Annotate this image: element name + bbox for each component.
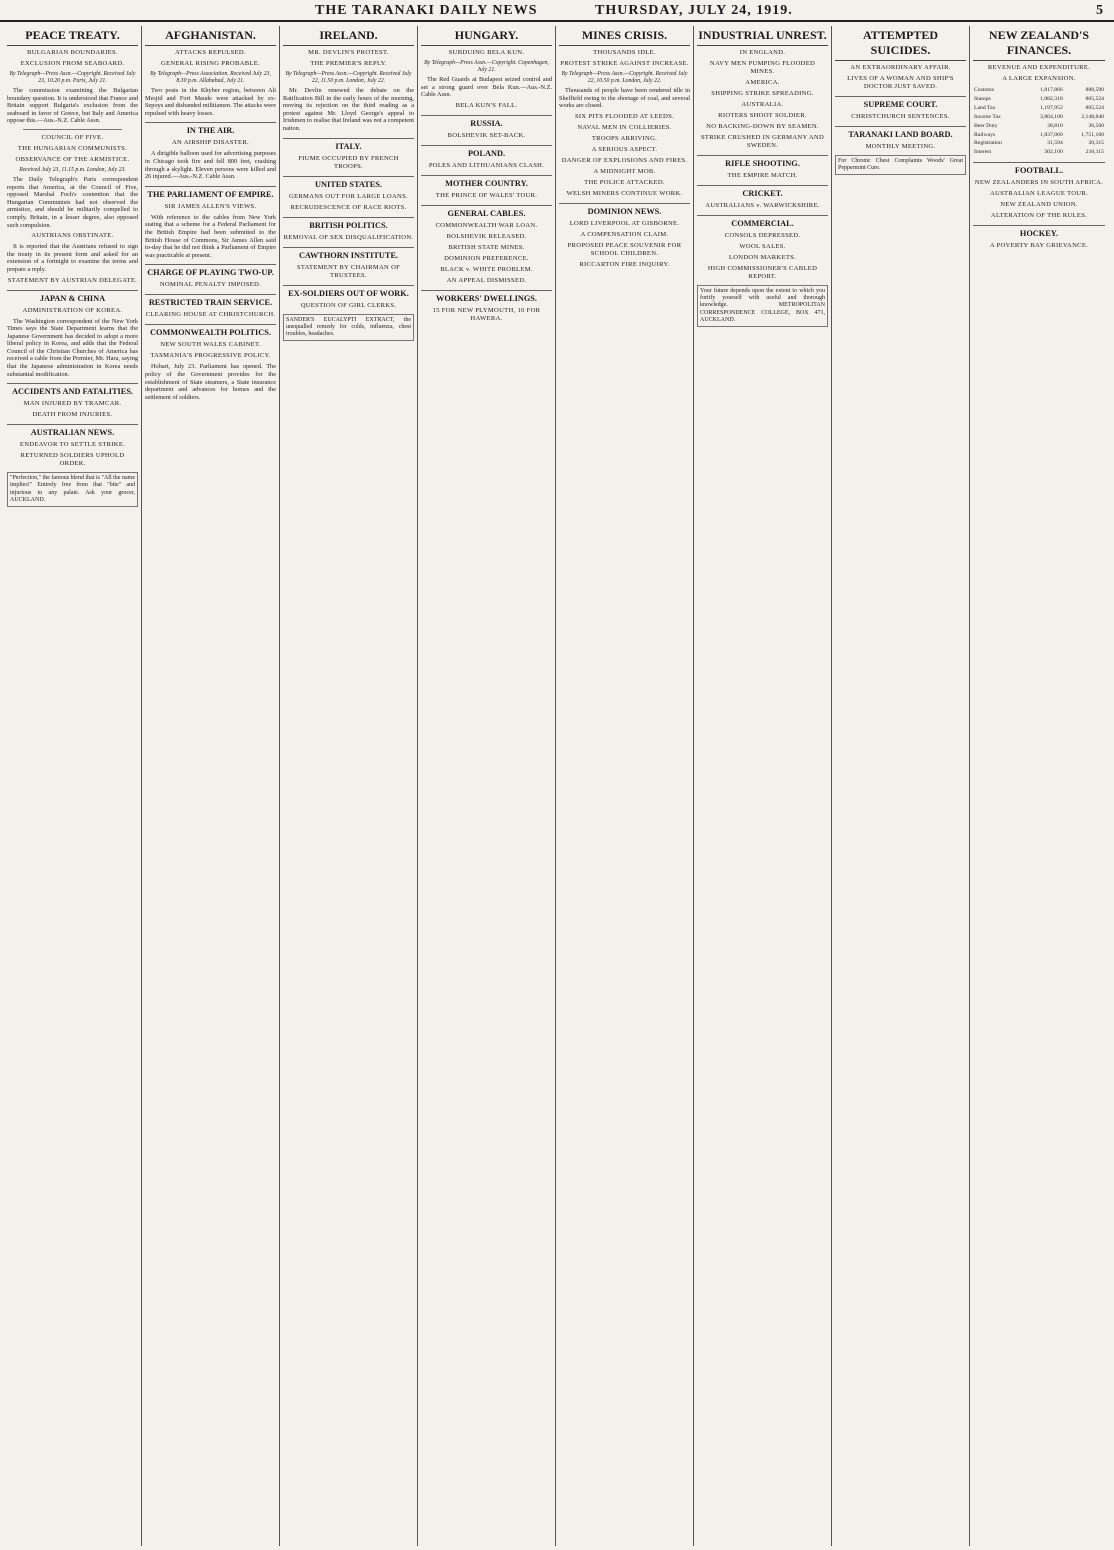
subhead: THE HUNGARIAN COMMUNISTS.	[17, 144, 128, 152]
subhead: SIX PITS FLOODED AT LEEDS.	[574, 112, 675, 120]
advertisement: SANDER'S EUCALYPTI EXTRACT, the unequalled remedy for colds, influenza, chest troubles, headaches.	[283, 314, 414, 342]
subhead: BOLSHEVIK SET-BACK.	[447, 131, 526, 139]
subhead: NAVY MEN PUMPING FLOODED MINES.	[709, 60, 816, 75]
headline-rifle-shooting: RIFLE SHOOTING.	[697, 155, 828, 169]
subhead: OBSERVANCE OF THE ARMISTICE.	[15, 155, 130, 163]
article-text: The Red Guards at Budapest seized control and set a strong guard over Bela Kun.—Aus.-N.Z. Cable Assn.	[421, 76, 552, 99]
subhead: A LARGE EXPANSION.	[1002, 75, 1076, 82]
subhead: NEW ZEALAND UNION.	[1000, 201, 1078, 209]
subhead: ATTACKS REPULSED.	[175, 49, 246, 56]
dateline: By Telegraph—Press Assn.—Copyright. Received July 22, 10.50 p.m. London, July 22.	[561, 71, 688, 84]
headline-italy: ITALY.	[283, 138, 414, 152]
subhead: A MIDNIGHT MOB.	[593, 167, 656, 175]
subhead: AMERICA.	[745, 79, 780, 86]
advertisement: Your future depends upon the extent to which you fortify yourself with useful and thorough knowledge. METROPOLITAN CORRESPONDENCE COLLEGE, BOX 471, AUCKLAND.	[697, 285, 828, 327]
subhead: MR. DEVLIN'S PROTEST.	[308, 49, 389, 56]
divider	[23, 129, 122, 130]
table-value-cell: 38,810	[1047, 122, 1063, 129]
subhead: NAVAL MEN IN COLLIERIES.	[577, 123, 672, 131]
subhead: REMOVAL OF SEX DISQUALIFICATION.	[283, 233, 414, 241]
subhead: BOLSHEVIK RELEASED.	[446, 232, 527, 240]
advertisement: For Chronic Chest Complaints Woods' Great Peppermint Cure.	[835, 155, 966, 175]
headline-general-cables: GENERAL CABLES.	[421, 205, 552, 219]
dateline: By Telegraph—Press Assn.—Copyright. Copenhagen, July 21.	[424, 60, 549, 73]
subhead: AUSTRALIA.	[741, 101, 784, 108]
subhead: LONDON MARKETS.	[728, 254, 797, 261]
masthead	[0, 0, 1114, 22]
subhead: STRIKE CRUSHED IN GERMANY AND SWEDEN.	[700, 134, 825, 149]
subhead: LIVES OF A WOMAN AND SHIP'S DOCTOR JUST SAVED.	[847, 75, 954, 90]
subhead: DOMINION PREFERENCE.	[444, 254, 529, 262]
headline-australian-news: AUSTRALIAN NEWS.	[7, 424, 138, 438]
headline-ex-soldiers: EX-SOLDIERS OUT OF WORK.	[283, 285, 414, 299]
table-value-cell: 302,100	[1044, 149, 1063, 156]
subhead: RECRUDESCENCE OF RACE RIOTS.	[290, 203, 407, 211]
subhead: DEATH FROM INJURIES.	[32, 411, 113, 419]
headline-industrial-unrest: INDUSTRIAL UNREST.	[697, 28, 828, 46]
headline-accidents: ACCIDENTS AND FATALITIES.	[7, 383, 138, 397]
subhead: LORD LIVERPOOL AT GISBORNE.	[569, 219, 680, 227]
article-text: With reference to the cables from New York stating that a scheme for a Federal Parliament for the British Empire had been submitted to the British House of Commons, Sir James Allen said to-day that he did not think a Parliament of Empire was practicable at present.	[145, 213, 276, 259]
headline-japan-china: JAPAN & CHINA	[7, 290, 138, 304]
table-row	[973, 95, 1105, 104]
subhead: THOUSANDS IDLE.	[593, 49, 656, 56]
table-value-cell: 1,751,100	[1081, 131, 1104, 138]
headline-british-politics: BRITISH POLITICS.	[283, 217, 414, 231]
dateline: By Telegraph—Press Assn.—Copyright. Received July 22, 11.50 p.m. London, July 22.	[285, 71, 412, 84]
table-value-cell: 210,115	[1085, 149, 1104, 156]
article-text: It is reported that the Austrians refused to sign the treaty in its present form and asked for an extension of a fortnight to examine the terms and prepare a reply.	[7, 243, 138, 273]
subhead: GERMANS OUT FOR LARGE LOANS.	[288, 192, 409, 200]
subhead: IN ENGLAND.	[739, 49, 786, 56]
dateline: By Telegraph—Press Assn.—Copyright. Received July 23, 10.20 p.m. Paris, July 21.	[9, 71, 136, 84]
subhead: GENERAL RISING PROBABLE.	[160, 60, 261, 67]
headline-dominion-news: DOMINION NEWS.	[559, 203, 690, 217]
table-row	[973, 122, 1105, 131]
table-value-cell: 3,864,100	[1040, 113, 1063, 120]
table-row	[973, 104, 1105, 113]
subhead: COMMONWEALTH WAR LOAN.	[435, 221, 538, 229]
headline-cawthorn-institute: CAWTHORN INSTITUTE.	[283, 247, 414, 261]
table-row	[973, 139, 1105, 148]
headline-supreme-court: SUPREME COURT.	[835, 96, 966, 110]
subhead: AUSTRALIANS v. WARWICKSHIRE.	[705, 202, 820, 209]
column-7	[832, 26, 970, 1546]
table-label-cell: Beer Duty	[974, 122, 998, 129]
subhead: THE PREMIER'S REPLY.	[310, 60, 387, 67]
subhead: BELA KUN'S FALL.	[455, 101, 518, 109]
subhead: MONTHLY MEETING.	[865, 143, 936, 150]
subhead: ADMINISTRATION OF KOREA.	[22, 306, 123, 314]
column-5	[556, 26, 694, 1546]
subhead: CONSOLS DEPRESSED.	[724, 232, 801, 239]
subhead: STATEMENT BY AUSTRIAN DELEGATE.	[7, 276, 138, 284]
headline-attempted-suicides: ATTEMPTED SUICIDES.	[835, 28, 966, 61]
article-text: Hobart, July 23. Parliament has opened. The policy of the Government provides for the establishment of State steamers, a State insurance department and advances for homes and the settlement of soldiers.	[145, 363, 276, 401]
subhead: AN AIRSHIP DISASTER.	[171, 139, 249, 147]
article-text: The Washington correspondent of the New York Times says the State Department learns that the Japanese Government has decided to adopt a more liberal policy in Korea, and adds that the Federal Council of the Christian Churches of America has received a cable from the Premier, Mr. Hara, saying that the Japanese administration in Korea needs substantial modification.	[7, 317, 138, 378]
subhead: TASMANIA'S PROGRESSIVE POLICY.	[150, 352, 271, 360]
subhead: 15 FOR NEW PLYMOUTH, 10 FOR HAWERA.	[432, 306, 541, 322]
headline-in-the-air: IN THE AIR.	[145, 122, 276, 136]
headline-afghanistan: AFGHANISTAN.	[145, 28, 276, 46]
table-label-cell: Stamps	[974, 95, 991, 102]
headline-mines-crisis: MINES CRISIS.	[559, 28, 690, 46]
subhead: FIUME OCCUPIED BY FRENCH TROOPS.	[298, 154, 399, 170]
subhead: A SERIOUS ASPECT.	[591, 145, 658, 153]
dateline: By Telegraph—Press Association. Received July 23, 8.30 p.m. Allahabad, July 21.	[150, 71, 271, 84]
subhead: CHRISTCHURCH SENTENCES.	[851, 113, 950, 120]
subhead: POLES AND LITHUANIANS CLASH.	[428, 161, 545, 169]
table-row	[973, 148, 1105, 157]
table-value-cell: 1,082,318	[1040, 95, 1063, 102]
subhead: QUESTION OF GIRL CLERKS.	[300, 301, 397, 309]
table-label-cell: Income Tax	[974, 113, 1001, 120]
subhead: A POVERTY BAY GRIEVANCE.	[989, 242, 1089, 250]
headline-nz-finances: NEW ZEALAND'S FINANCES.	[973, 28, 1105, 61]
subhead: NEW ZEALANDERS IN SOUTH AFRICA.	[974, 179, 1104, 187]
subhead: REVENUE AND EXPENDITURE.	[987, 64, 1091, 71]
headline-commercial: COMMERCIAL.	[697, 215, 828, 229]
headline-football: FOOTBALL.	[973, 162, 1105, 176]
subhead: NO BACKING-DOWN BY SEAMEN.	[706, 123, 819, 130]
headline-land-board: TARANAKI LAND BOARD.	[835, 126, 966, 140]
headline-train-service: RESTRICTED TRAIN SERVICE.	[145, 294, 276, 308]
news-columns	[4, 26, 1110, 1546]
subhead: AUSTRIANS OBSTINATE.	[31, 232, 114, 240]
article-text: The Daily Telegraph's Paris correspondent reports that America, at the Council of Five, opposed Marshal Foch's contention that the Hungarian Communists had not observed the armistice, and should be militarily compelled to comply. Britain, in a lesser degree, also opposed such compulsion.	[7, 175, 138, 229]
subhead: STATEMENT BY CHAIRMAN OF TRUSTEES.	[296, 263, 401, 279]
subhead: BULGARIAN BOUNDARIES.	[27, 49, 118, 56]
subhead: DANGER OF EXPLOSIONS AND FIRES.	[561, 156, 688, 164]
page-number: 5	[1096, 3, 1104, 18]
headline-mother-country: MOTHER COUNTRY.	[421, 175, 552, 189]
table-row	[973, 86, 1105, 95]
subhead: RICCARTON FIRE INQUIRY.	[579, 260, 670, 268]
column-3	[280, 26, 418, 1546]
subhead: AN APPEAL DISMISSED.	[446, 276, 527, 284]
table-value-cell: 2,148,840	[1081, 113, 1104, 120]
headline-united-states: UNITED STATES.	[283, 176, 414, 190]
table-value-cell: 888,590	[1085, 87, 1104, 93]
subhead: TROOPS ARRIVING.	[591, 134, 658, 142]
subhead: BLACK v. WHITE PROBLEM.	[440, 265, 533, 273]
table-value-cell: 1,837,060	[1040, 131, 1063, 138]
subhead: EXCLUSION FROM SEABOARD.	[20, 60, 125, 67]
subhead: NEW SOUTH WALES CABINET.	[160, 341, 261, 349]
subhead: RETURNED SOLDIERS UPHOLD ORDER.	[20, 452, 125, 468]
column-1	[4, 26, 142, 1546]
column-6	[694, 26, 832, 1546]
subhead: THE POLICE ATTACKED.	[584, 178, 665, 186]
table-label-cell: Land Tax	[974, 104, 996, 111]
subhead: CLEARING HOUSE AT CHRISTCHURCH.	[145, 311, 276, 319]
dateline: Received July 23, 11.15 p.m. London, July 23.	[19, 166, 126, 173]
headline-commonwealth-politics: COMMONWEALTH POLITICS.	[145, 324, 276, 338]
subhead: ALTERATION OF THE RULES.	[990, 212, 1088, 220]
subhead: THE PRINCE OF WALES' TOUR.	[435, 191, 538, 199]
subhead: SHIPPING STRIKE SPREADING.	[711, 90, 814, 97]
article-text: A dirigible balloon used for advertising purposes in Chicago took fire and fell 800 feet, crashing through a skylight. Eleven persons were killed and 26 injured.—Aus.-N.Z. Cable Assn.	[145, 150, 276, 181]
headline-parliament-of-empire: THE PARLIAMENT OF EMPIRE.	[145, 186, 276, 200]
issue-date: THURSDAY, JULY 24, 1919.	[595, 3, 793, 18]
subhead: NOMINAL PENALTY IMPOSED.	[159, 281, 262, 289]
headline-hockey: HOCKEY.	[973, 225, 1105, 239]
subhead: WELSH MINERS CONTINUE WORK.	[566, 189, 683, 197]
table-row	[973, 131, 1105, 140]
headline-cricket: CRICKET.	[697, 185, 828, 199]
table-value-cell: 1,817,866	[1040, 87, 1063, 93]
subhead: AUSTRALIAN LEAGUE TOUR.	[989, 190, 1089, 198]
advertisement: "Perfection," the famous blend that is "All the name implies!" Entirely free from that "bite" and injurious to any palate. Ask your grocer, AUCKLAND.	[7, 472, 138, 507]
article-text: The commission examining the Bulgarian boundary question. It is understood that France and Britain support Bulgaria's exclusion from the seaboard in favor of Greece, but Italy and America oppose this.—Aus.-N.Z. Cable Assn.	[7, 87, 138, 125]
table-value-cell: 805,524	[1085, 95, 1104, 102]
subhead: WOOL SALES.	[739, 243, 786, 250]
subhead: RIOTERS SHOOT SOLDIER.	[718, 112, 807, 119]
subhead: BRITISH STATE MINES.	[448, 243, 525, 251]
subhead: SIR JAMES ALLEN'S VIEWS.	[164, 202, 257, 210]
subhead: THE EMPIRE MATCH.	[727, 172, 798, 179]
headline-workers-dwellings: WORKERS' DWELLINGS.	[421, 290, 552, 304]
subhead: AN EXTRAORDINARY AFFAIR.	[850, 64, 951, 71]
headline-russia: RUSSIA.	[421, 115, 552, 129]
subhead: ENDEAVOR TO SETTLE STRIKE.	[19, 441, 126, 449]
column-8	[970, 26, 1108, 1546]
table-value-cell: 805,524	[1085, 104, 1104, 111]
table-label-cell: Railways	[974, 131, 996, 138]
column-2	[142, 26, 280, 1546]
subhead: A COMPENSATION CLAIM.	[580, 230, 669, 238]
table-value-cell: 1,197,952	[1040, 104, 1063, 111]
column-4	[418, 26, 556, 1546]
article-text: Two posts in the Khyber region, between Ali Mesjid and Fort Maude were attacked by ex-Sepoys and disbanded militiamen. The attacks were repulsed with heavy losses.	[145, 87, 276, 117]
subhead: PROPOSED PEACE SOUVENIR FOR SCHOOL CHILDREN.	[567, 241, 682, 257]
subhead: PROTEST STRIKE AGAINST INCREASE.	[560, 60, 689, 67]
table-value-cell: 30,315	[1088, 140, 1104, 147]
headline-hungary: HUNGARY.	[421, 28, 552, 46]
table-label-cell: Interest	[974, 149, 992, 156]
table-label-cell: Customs	[974, 87, 994, 93]
article-text: Mr. Devlin renewed the debate on the Ratification Bill in the early hours of the morning, moving its rejection on the third reading as a protest against Mr. Lloyd George's appeal to Irishmen to realise that Ireland was not a competent nation.	[283, 87, 414, 132]
subhead: HIGH COMMISSIONER'S CABLED REPORT.	[707, 265, 818, 280]
revenue-table	[973, 86, 1105, 157]
table-value-cell: 36,560	[1088, 122, 1104, 129]
headline-two-up: CHARGE OF PLAYING TWO-UP.	[145, 264, 276, 278]
table-label-cell: Registration	[974, 140, 1002, 147]
table-value-cell: 31,594	[1047, 140, 1063, 147]
subhead: MAN INJURED BY TRAMCAR.	[23, 400, 122, 408]
headline-peace-treaty: PEACE TREATY.	[7, 28, 138, 46]
newspaper-title: THE TARANAKI DAILY NEWS	[315, 3, 538, 18]
subhead: SUBDUING BELA KUN.	[448, 49, 525, 56]
table-row	[973, 113, 1105, 122]
subhead: COUNCIL OF FIVE.	[41, 133, 104, 141]
article-text: Thousands of people have been rendered idle in Sheffield owing to the shortage of coal, and several works are closed.	[559, 87, 690, 110]
headline-ireland: IRELAND.	[283, 28, 414, 46]
headline-poland: POLAND.	[421, 145, 552, 159]
